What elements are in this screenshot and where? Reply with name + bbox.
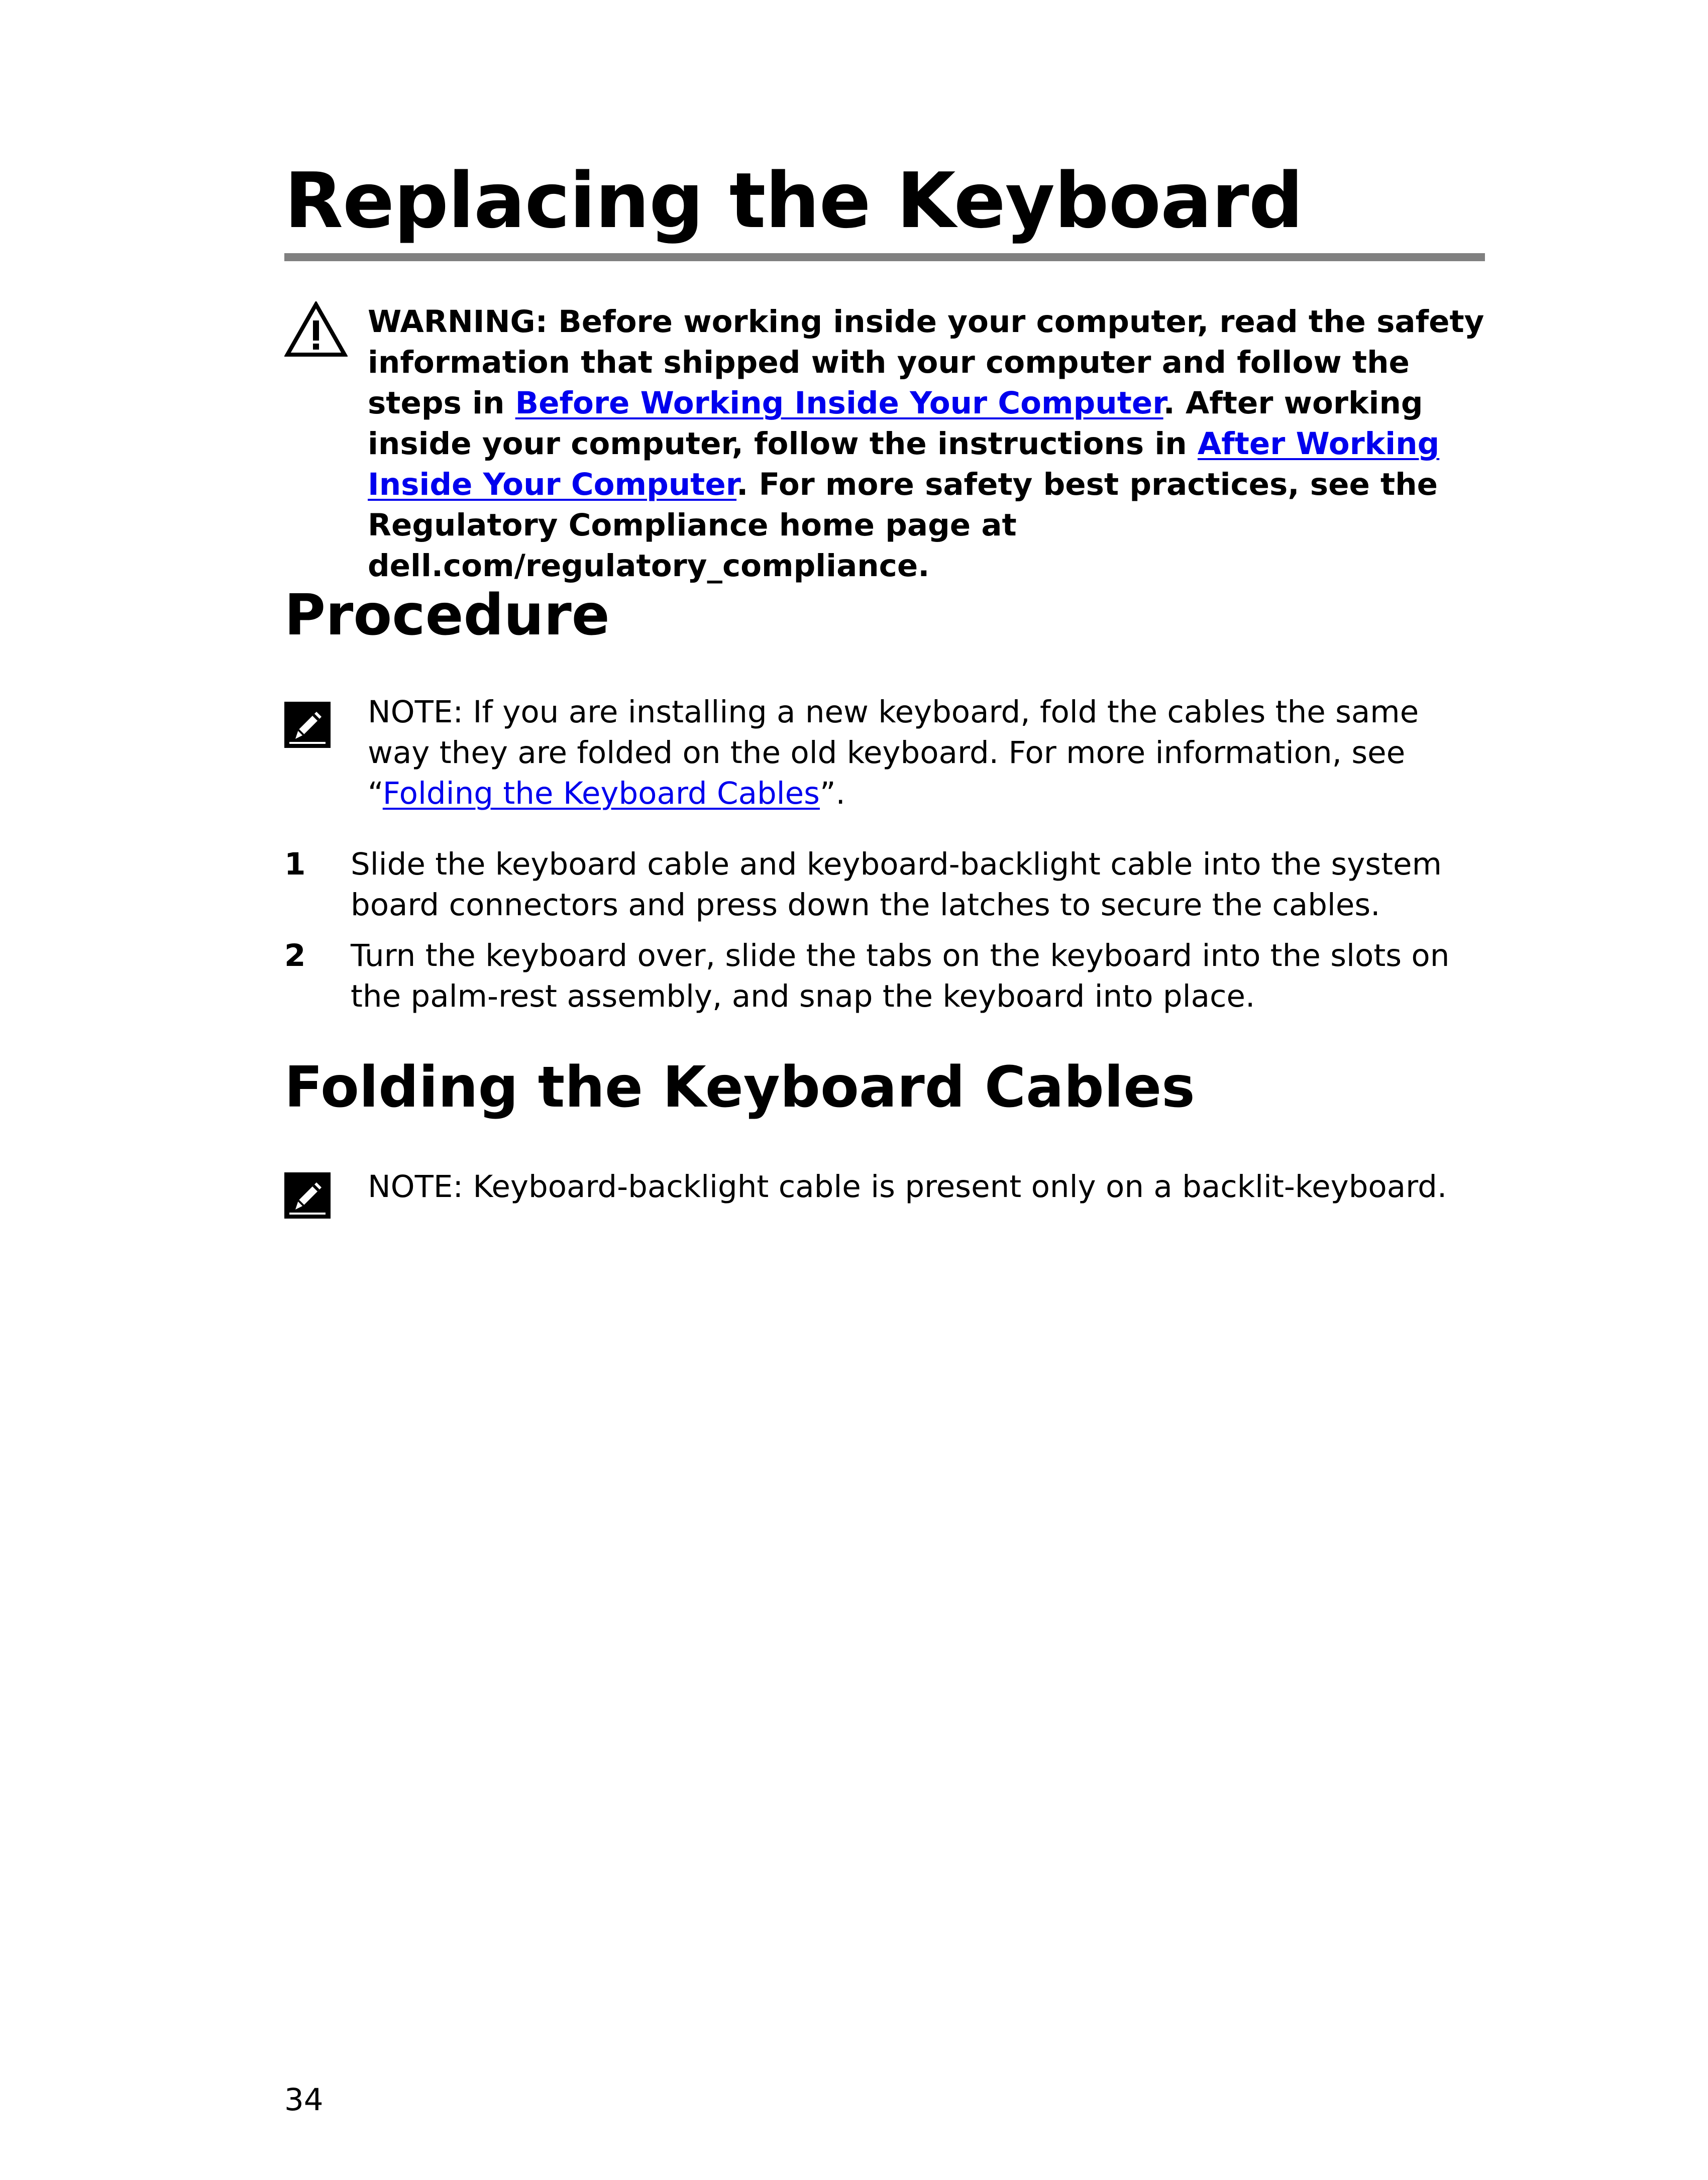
procedure-note-text — [368, 692, 1488, 814]
procedure-heading: Procedure — [284, 583, 610, 648]
warning-prefix: WARNING: Before working inside your computer, read the safety information that shipped with your computer and follow the steps in — [368, 304, 1484, 421]
list-item — [284, 844, 1490, 929]
step-text: Turn the keyboard over, slide the tabs on the keyboard into the slots on the palm-rest assembly, and snap the keyboard into place. — [351, 938, 1450, 1014]
warning-middle: . After working inside your computer, follow the instructions in — [368, 385, 1423, 462]
note-label: NOTE: — [368, 694, 463, 730]
warning-triangle-icon — [284, 301, 348, 361]
warning-text — [368, 301, 1488, 586]
folding-cables-link[interactable]: Folding the Keyboard Cables — [382, 776, 820, 811]
after-working-link[interactable]: After Working Inside Your Computer — [368, 426, 1440, 502]
folding-note-text — [368, 1166, 1488, 1207]
title-rule — [284, 253, 1485, 261]
note-suffix: ”. — [819, 776, 845, 811]
note-body: If you are installing a new keyboard, fold the cables the same way they are folded on the old keyboard. For more information, see “ — [368, 694, 1419, 811]
page-number: 34 — [284, 2082, 324, 2118]
step-number: 1 — [284, 846, 306, 882]
warning-suffix: . For more safety best practices, see the Regulatory Compliance home page at dell.com/regulatory_compliance. — [368, 467, 1438, 584]
note-pencil-icon — [284, 702, 331, 750]
warning-notice — [284, 301, 1490, 584]
note-pencil-icon — [284, 1172, 331, 1221]
before-working-link[interactable]: Before Working Inside Your Computer — [515, 385, 1163, 421]
page-title: Replacing the Keyboard — [284, 156, 1303, 245]
folding-heading: Folding the Keyboard Cables — [284, 1055, 1195, 1120]
step-text: Slide the keyboard cable and keyboard-backlight cable into the system board connectors and press down the latches to secure the cables. — [351, 846, 1442, 923]
note-label: NOTE: — [368, 1169, 463, 1205]
procedure-note — [284, 692, 1490, 822]
folding-note — [284, 1166, 1490, 1227]
note-body: Keyboard-backlight cable is present only on a backlit-keyboard. — [463, 1169, 1447, 1205]
step-number: 2 — [284, 938, 306, 973]
list-item — [284, 935, 1490, 1021]
